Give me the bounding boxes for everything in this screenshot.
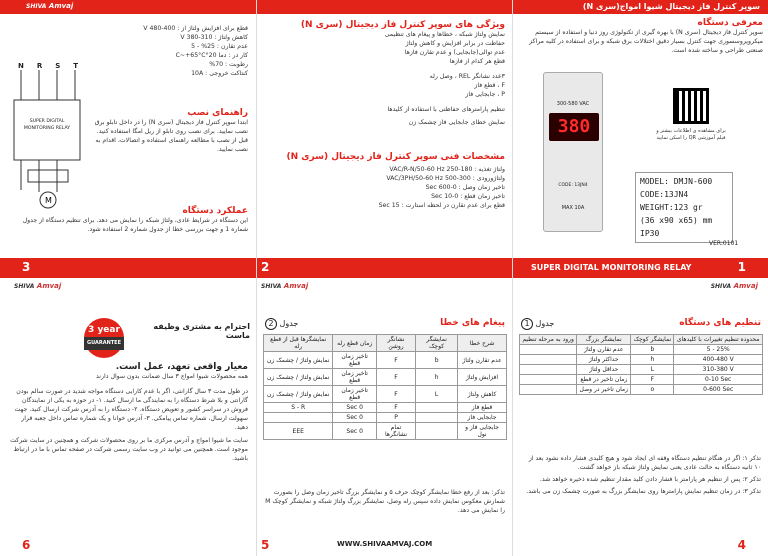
device-display: 380	[549, 113, 599, 141]
page-title: سوپر کنترل فاز دیجیتال شیوا امواج(سری N)	[582, 2, 760, 11]
brand-logo: SHIVA Amvaj	[14, 282, 62, 290]
diagram-label: SUPER DIGITAL MONITORING RELAY	[23, 119, 71, 131]
spec-model: MODEL: DMJN-600	[640, 177, 713, 186]
table-row: حداکثر ولتاژ h 400-480 V	[520, 355, 763, 365]
feature-item: نمایش خطای جابجایی فاز چشمک زن	[408, 119, 505, 126]
page-1	[512, 0, 768, 278]
table-row: حداقل ولتاژ L 310-380 V	[520, 365, 763, 375]
feature-item: P ، جابجایی فاز	[465, 91, 505, 98]
device-voltage-label: 300-580 VAC	[556, 101, 590, 107]
qr-caption: برای مشاهده ی اطلاعات بیشتر و فیلم آموزشی QR را اسکن نمایید	[656, 128, 726, 141]
spec-row: کاهش ولتاژ : 310-380 V	[180, 34, 248, 41]
install-heading: راهنمای نصب	[187, 108, 248, 118]
slogan-1: معیار واقعی تعهد، عمل است.	[115, 362, 248, 372]
terminal-s: S	[55, 62, 61, 70]
spec-box	[635, 172, 733, 243]
errors-note: تذکر: بعد از رفع خطا نمایشگر کوچک حرف ۵ و نمایشگر بزرگ تاخیر زمان وصل را بصورت شمارش معکوس نمایش داده سپس رله وصل، نمایشگر بزرگ ولتاژ شبکه و نمایشگر کوچک M را نمایش می دهد.	[265, 489, 505, 514]
table-row: جابجایی فاز P 0 Sec	[264, 413, 507, 423]
intro-text: سوپر کنترل فاز دیجیتال (سری N) با بهره گیری از تکنولوژی روز دنیا و استفاده از سیستم میکروپروسسوری جهت کنترل بسیار دقیق اختلالات برق شبکه و برای استفاده در کلیه مراکز صنعتی طراحی و ساخته شده است.	[529, 29, 763, 54]
operation-text: این دستگاه در شرایط عادی، ولتاژ شبکه را نمایش می دهد. برای تنظیم دستگاه از جدول شماره 1 و جهت بررسی خطا از جدول شماره 2 استفاده شود.	[22, 217, 248, 233]
table-row: جابجایی فاز و نول تمام نشانگرها 0 Sec EEE	[264, 423, 507, 440]
intro-heading: معرفی دستگاه	[697, 18, 763, 28]
device-image	[543, 72, 603, 232]
page-4	[512, 278, 768, 556]
page-5	[256, 278, 512, 556]
errors-table: شرح خطا نمایشگر کوچک نشانگر روشن زمان قطع رله نمایشگرها قبل از قطع رله عدم تقارن ولتاژ b F تاخیر زمان قطع نمایش ولتاژ / چشمک زن افزایش ولتاژ h F تاخیر زمان قطع نمایش ولتاژ / چشمک زن کاهش ولتاژ L F تاخیر زمان قطع نمایش ولتاژ / چشمک زن قطع فاز F 0 Sec S - R جابجایی فاز P 0 Sec جابجایی فاز و نول تمام نشانگرها 0 Sec EEE	[263, 334, 507, 440]
footer-title: SUPER DIGITAL MONITORING RELAY	[531, 263, 692, 272]
top-bar	[257, 0, 512, 14]
tech-item: تاخیر زمان وصل : 0-600 Sec	[425, 184, 505, 191]
spec-row: کار در : دما 20°C~+65°C	[175, 52, 248, 59]
operation-heading: عملکرد دستگاه	[182, 206, 248, 216]
table-row: قطع فاز F 0 Sec S - R	[264, 403, 507, 413]
feature-item: ۳عدد نشانگر REL ، وصل رله	[429, 73, 505, 80]
table-row: زمان تاخیر در قطع F 0-10 Sec	[520, 375, 763, 385]
brand-logo: SHIVA Amvaj	[710, 282, 758, 290]
tech-item: قطع برای عدم تقارن در لحظه استارت : 15 Sec	[378, 202, 505, 209]
svg-text:M: M	[45, 196, 52, 205]
feature-item: تنظیم پارامترهای حفاظتی با استفاده از کلیدها	[387, 106, 505, 113]
page-number: 3	[22, 260, 31, 274]
spec-row: رطوبت : 70%	[209, 61, 248, 68]
spec-weight: WEIGHT:123 gr	[640, 203, 703, 212]
page-6	[0, 278, 256, 556]
install-text: ابتدا سوپر کنترل فاز دیجیتال (سری N) را در داخل تابلو برق نصب نمایید. برای نصب روی تابلو از ریل امگا استفاده کنید. قبل از نصب با مطالعه راهنمای استفاده و اتصالات، اقدام به نصب نمایید.	[94, 119, 248, 153]
qr-code	[673, 88, 709, 124]
device-amp: MAX 10A	[561, 205, 585, 211]
page-3	[0, 0, 256, 278]
spec-size: (36 x90 x65) mm	[640, 216, 713, 225]
feature-item: عدم توالی(جابجایی) و عدم تقارن فازها	[404, 49, 505, 56]
table-row: عدم تقارن ولتاژ b F تاخیر زمان قطع نمایش ولتاژ / چشمک زن	[264, 352, 507, 369]
spec-row: قطع برای افزایش ولتاژ از : 400-480 V	[143, 25, 248, 32]
terminal-n: N	[18, 62, 24, 70]
guarantee-badge: 3 year GUARANTEE	[84, 318, 124, 358]
table-2-title: 2 جدول	[265, 318, 298, 330]
tech-item: ولتاژورودی : 300-500 VAC/3PH/50-60 Hz	[386, 175, 505, 182]
page-number: 2	[261, 260, 270, 274]
feature-item: F ، قطع فاز	[474, 82, 505, 89]
tech-item: ولتاژ تغذیه : 180-250 VAC/R-N/50-60 Hz	[389, 166, 505, 173]
page-number: 5	[261, 538, 270, 552]
table-row: کاهش ولتاژ L F تاخیر زمان قطع نمایش ولتاژ / چشمک زن	[264, 386, 507, 403]
terminal-t: T	[73, 62, 78, 70]
bottom-bar	[0, 258, 256, 278]
spec-ip: IP30	[640, 229, 660, 238]
spec-row: کنتاکت خروجی : 10A	[191, 70, 248, 77]
note-1: تذکر ۱: اگر در هنگام تنظیم دستگاه وقفه ای ایجاد شود و هیچ کلیدی فشار داده نشود بعد از ۱۰ ثانیه دستگاه به حالت عادی یعنی نمایش ولتاژ شبکه باز خواهد گشت.	[528, 455, 761, 471]
errors-heading: پیغام های خطا	[440, 318, 505, 328]
title-bar	[513, 0, 768, 14]
respect-heading: احترام به مشتری وظیفه ماست	[153, 322, 250, 340]
page-number: 1	[737, 260, 746, 274]
table-row: عدم تقارن ولتاژ b 5 - 25%	[520, 345, 763, 355]
page-2	[256, 0, 512, 278]
settings-heading: تنظیم های دستگاه	[679, 318, 761, 328]
spec-row: عدم تقارن : 25% - 5	[191, 43, 248, 50]
wiring-lines	[6, 70, 86, 220]
footer-bar	[513, 258, 768, 278]
version: VER:0101	[709, 240, 739, 247]
table-1-title: 1 جدول	[521, 318, 554, 330]
feature-item: حفاظت در برابر افزایش و کاهش ولتاژ	[405, 40, 505, 47]
page-number: 6	[22, 538, 31, 552]
brand-logo: SHIVA Amvaj	[261, 282, 309, 290]
guarantee-text: در طول مدت ۳ سال گارانتی، اگر با عدم کارایی دستگاه مواجه شدید در صورت سالم بودن گارانتی و بلا شرط دستگاه را به نمایندگی ما ارسال کنید. ۱- در حوزه به یکی از نمایندگان فروش در سراسر کشور و تعویض دستگاه. ۲- دستگاه را به آدرس شرکت ارسال کنید. جهت سهولت ارسال، شماره تماس پیامکی. ۳- آدرس خوانا و یک شماره تماس داخل جعبه قرار دهید.	[14, 388, 248, 431]
feature-item: قطع هر کدام از فازها	[449, 58, 505, 65]
spec-code: CODE:13JN4	[640, 190, 689, 199]
terminal-r: R	[36, 62, 43, 70]
bottom-bar	[257, 258, 512, 278]
features-heading: ویژگی های سوپر کنترل فاز دیجیتال (سری N)	[300, 20, 505, 30]
device-code: CODE: 13JN4	[558, 183, 588, 188]
tech-heading: مشخصات فنی سوپر کنترل فاز دیجیتال (سری N)	[286, 152, 505, 162]
feature-item: نمایش ولتاژ شبکه ، خطاها و پیغام های تنظیمی	[384, 31, 505, 38]
slogan-2: همه محصولات شیوا امواج ۳ سال ضمانت بدون سوال دارند	[96, 373, 248, 380]
wiring-diagram	[6, 62, 86, 212]
note-3: تذکر ۳: در زمان تنظیم نمایش پارامترها روی نمایشگر بزرگ به صورت چشمک زن می باشد.	[526, 488, 761, 495]
guarantee-text-2: سایت ما شیوا امواج و آدرس مرکزی ما بر روی محصولات شرکت و همچنین در سایت شرکت موجود است. همچنین می توانید در وب سایت رسمی شرکت در صفحه تماس با ما در ارتباط باشید.	[10, 437, 248, 462]
table-row: افزایش ولتاژ h F تاخیر زمان قطع نمایش ولتاژ / چشمک زن	[264, 369, 507, 386]
tech-item: تاخیر زمان قطع : 0-10 Sec	[431, 193, 505, 200]
brand-logo: SHIVA Amvaj	[26, 2, 74, 10]
table-row: زمان تاخیر در وصل o 0-600 Sec	[520, 385, 763, 395]
page-number: 4	[737, 538, 746, 552]
website: WWW.SHIVAAMVAJ.COM	[337, 540, 433, 548]
note-2: تذکر ۲: پس از تنظیم هر پارامتر با فشار دادن کلید مقدار تنظیم شده ذخیره خواهد شد.	[539, 476, 761, 483]
settings-table: ورود به مرحله تنظیم نمایشگر بزرگ نمایشگر کوچک محدوده تنظیم تغییرات با کلیدهای عدم تقارن ولتاژ b 5 - 25% حداکثر ولتاژ h 400-480 V حداقل ولتاژ L 310-380 V زمان تاخیر در قطع F 0-10 Sec زمان تاخیر در وصل o 0-600 Sec	[519, 334, 763, 395]
